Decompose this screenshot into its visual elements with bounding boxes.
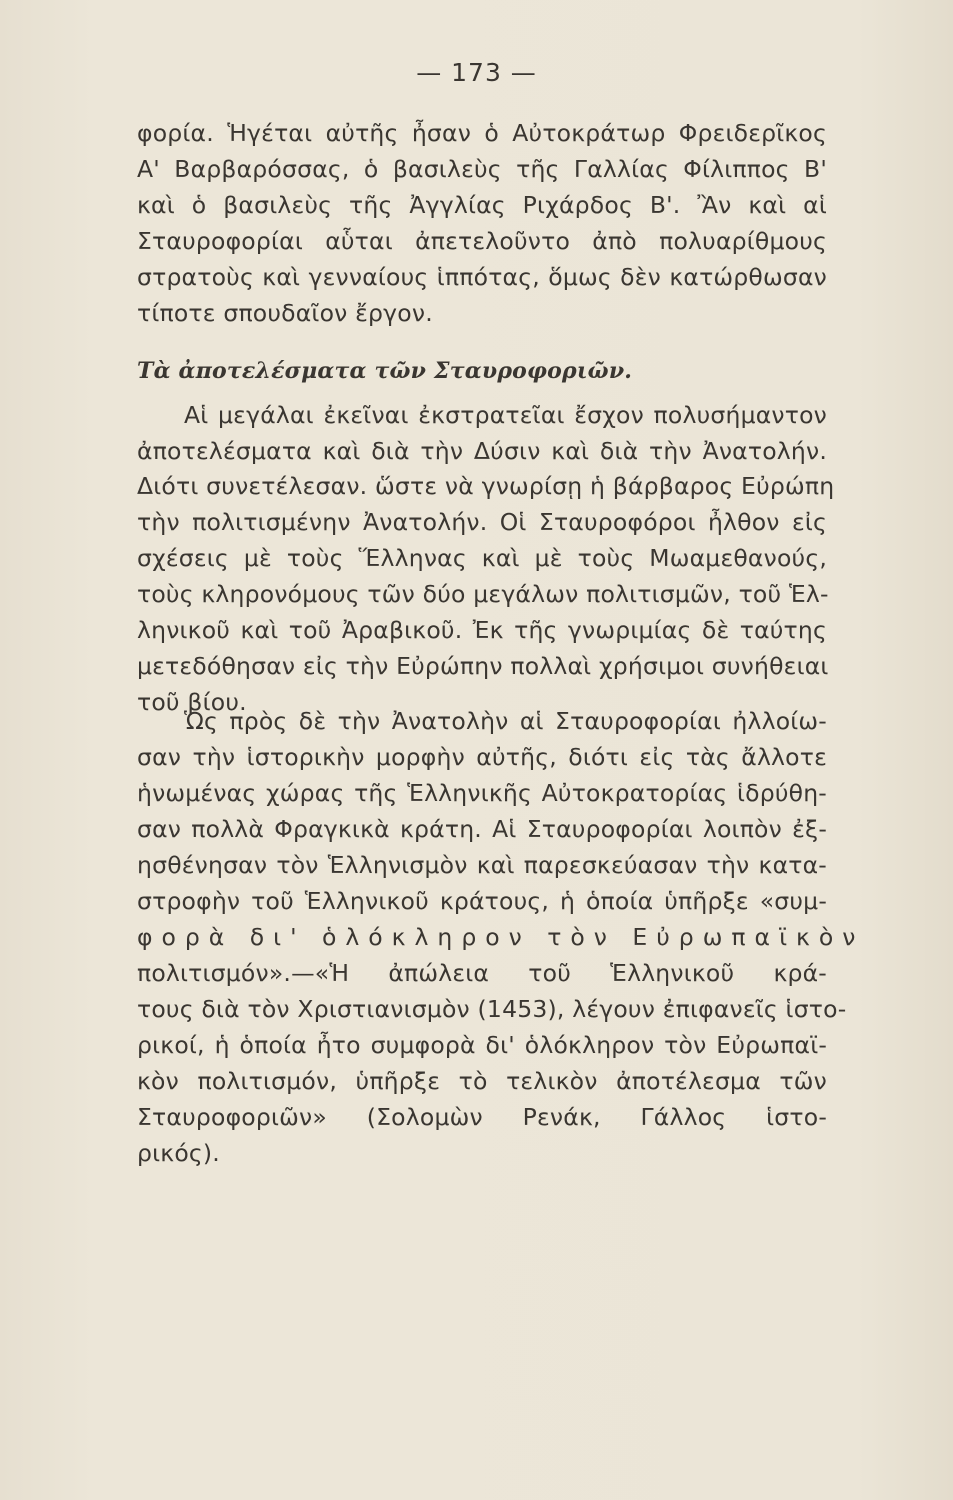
page-number: — 173 — — [416, 58, 537, 87]
text-line: τοὺς κληρονόμους τῶν δύο μεγάλων πολιτισμῶν, τοῦ Ἑλ- — [137, 580, 829, 608]
section-heading: Τὰ ἀποτελέσματα τῶν Σταυροφοριῶν. — [137, 358, 633, 384]
text-line: τους διὰ τὸν Χριστιανισμὸν (1453), λέγουν ἐπιφανεῖς ἱστο- — [137, 995, 847, 1023]
text-line: τίποτε σπουδαῖον ἔργον. — [137, 299, 433, 327]
text-line: ρικός). — [137, 1139, 220, 1167]
text-line: ληνικοῦ καὶ τοῦ Ἀραβικοῦ. Ἐκ τῆς γνωριμίας δὲ ταύτης — [137, 616, 827, 644]
text-line: πολιτισμόν».—«Ἡ ἀπώλεια τοῦ Ἑλληνικοῦ κρά- — [137, 959, 827, 987]
text-line: σαν τὴν ἱστορικὴν μορφὴν αὐτῆς, διότι εἰς τὰς ἄλλοτε — [137, 743, 827, 771]
text-line: στροφὴν τοῦ Ἑλληνικοῦ κράτους, ἡ ὁποία ὑπῆρξε «συμ- — [137, 887, 827, 915]
text-line: Σταυροφορίαι αὗται ἀπετελοῦντο ἀπὸ πολυαρίθμους — [137, 227, 827, 255]
text-line: σαν πολλὰ Φραγκικὰ κράτη. Αἱ Σταυροφορίαι λοιπὸν ἐξ- — [137, 815, 827, 843]
text-line: ἡνωμένας χώρας τῆς Ἑλληνικῆς Αὐτοκρατορίας ἱδρύθη- — [137, 779, 827, 807]
text-line: φορία. Ἡγέται αὐτῆς ἦσαν ὁ Αὐτοκράτωρ Φρειδερῖκος — [137, 119, 827, 147]
text-line: σχέσεις μὲ τοὺς Ἕλληνας καὶ μὲ τοὺς Μωαμεθανούς, — [137, 544, 827, 572]
text-line: φορὰ δι' ὁλόκληρον τὸν Εὐρωπαϊκὸν — [137, 923, 865, 951]
text-line: κὸν πολιτισμόν, ὑπῆρξε τὸ τελικὸν ἀποτέλεσμα τῶν — [137, 1067, 827, 1095]
text-line: ἀποτελέσματα καὶ διὰ τὴν Δύσιν καὶ διὰ τὴν Ἀνατολήν. — [137, 437, 827, 465]
text-line: καὶ ὁ βασιλεὺς τῆς Ἀγγλίας Ριχάρδος Β'. Ἂν καὶ αἱ — [137, 191, 827, 219]
text-line: στρατοὺς καὶ γενναίους ἱππότας, ὅμως δὲν κατώρθωσαν — [137, 263, 827, 291]
text-line: ησθένησαν τὸν Ἑλληνισμὸν καὶ παρεσκεύασαν τὴν κατα- — [137, 851, 827, 879]
text-line: Αἱ μεγάλαι ἐκεῖναι ἐκστρατεῖαι ἔσχον πολυσήμαντον — [184, 401, 827, 429]
text-line: Διότι συνετέλεσαν. ὥστε νὰ γνωρίσῃ ἡ βάρβαρος Εὐρώπη — [137, 472, 835, 500]
text-line: Σταυροφοριῶν» (Σολομὼν Ρενάκ, Γάλλος ἱστο- — [137, 1103, 827, 1131]
text-line: Ὡς πρὸς δὲ τὴν Ἀνατολὴν αἱ Σταυροφορίαι ἠλλοίω- — [184, 707, 827, 735]
text-line: Α' Βαρβαρόσσας, ὁ βασιλεὺς τῆς Γαλλίας Φίλιππος Β' — [137, 155, 827, 183]
text-line: μετεδόθησαν εἰς τὴν Εὐρώπην πολλαὶ χρήσιμοι συνήθειαι — [137, 652, 829, 680]
text-line: ρικοί, ἡ ὁποία ἦτο συμφορὰ δι' ὁλόκληρον τὸν Εὐρωπαϊ- — [137, 1031, 827, 1059]
text-line: τὴν πολιτισμένην Ἀνατολήν. Οἱ Σταυροφόροι ἦλθον εἰς — [137, 508, 827, 536]
text-line: τοῦ βίου. — [137, 688, 247, 716]
